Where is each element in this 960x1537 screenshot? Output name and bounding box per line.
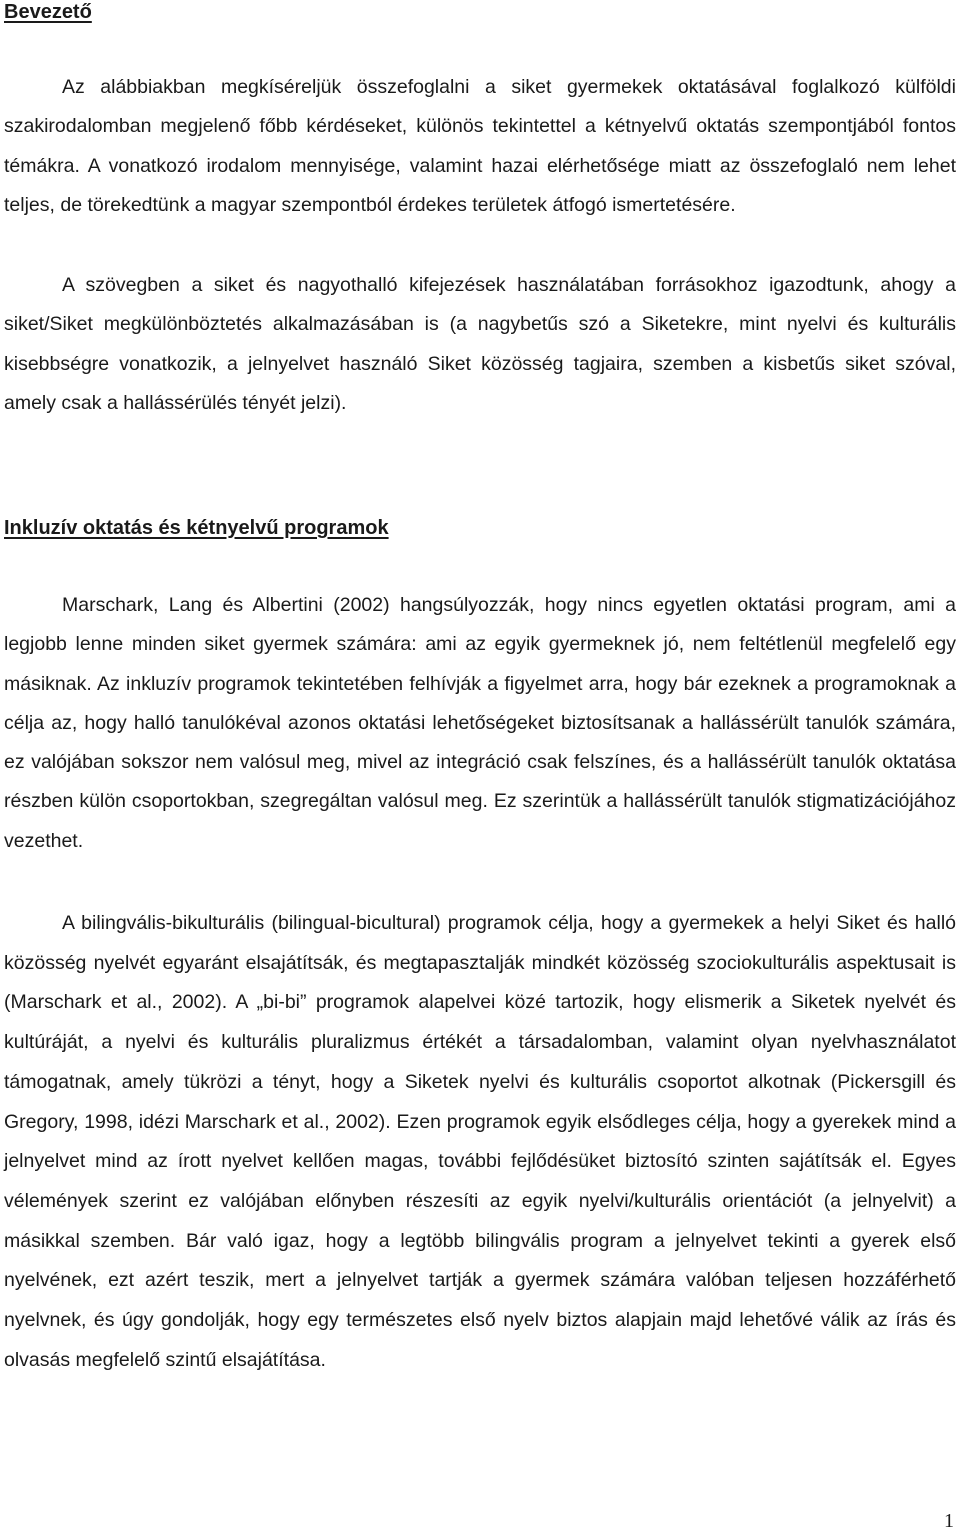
paragraph: A szövegben a siket és nagyothalló kifejezések használatában forrásokhoz igazodtunk, ahogy a siket/Siket megkülönböztetés alkalmazásában is (a nagybetűs szó a Siketekre, mint nyelvi és kulturális kisebbségre vonatkozik, a jelnyelvet használó Siket közösség tagjaira, szemben a kisbetűs siket szóval, amely csak a hallássérülés tényét jelzi). (4, 274, 956, 414)
page-number: 1 (944, 1510, 954, 1532)
paragraph: Marschark, Lang és Albertini (2002) hangsúlyozzák, hogy nincs egyetlen oktatási program, ami a legjobb lenne minden siket gyermek számára: ami az egyik gyermeknek jó, nem feltétlenül megfelelő egy másiknak. Az inkluzív programok tekintetében felhívják a figyelmet arra, hogy bár ezeknek a programoknak a célja az, hogy halló tanulókéval azonos oktatási lehetőségeket biztosítsanak a hallássérült tanulók számára, ez valójában sokszor nem valósul meg, mivel az integráció csak felszínes, és a hallássérült tanulók oktatása részben külön csoportokban, szegregáltan valósul meg. Ez szerintük a hallássérült tanulók stigmatizációjához vezethet. (4, 594, 956, 852)
section-heading-introduction: Bevezető (4, 1, 92, 23)
paragraph: Az alábbiakban megkíséreljük összefoglalni a siket gyermekek oktatásával foglalkozó külföldi szakirodalomban megjelenő főbb kérdéseket, különös tekintettel a kétnyelvű oktatás szempontjából fontos témákra. A vonatkozó irodalom mennyisége, valamint hazai elérhetősége miatt az összefoglaló nem lehet teljes, de törekedtünk a magyar szempontból érdekes területek átfogó ismertetésére. (4, 76, 956, 216)
section-heading-inclusive-education: Inkluzív oktatás és kétnyelvű programok (4, 517, 389, 539)
paragraph: A bilingvális-bikulturális (bilingual-bicultural) programok célja, hogy a gyermekek a helyi Siket és halló közösség nyelvét egyaránt elsajátítsák, és megtapasztalják mindkét közösség szociokulturális aspektusait is (Marschark et al., 2002). A „bi-bi” programok alapelvei közé tartozik, hogy elismerik a Siketek nyelvét és kultúráját, a nyelvi és kulturális pluralizmus értékét a társadalomban, valamint olyan nyelvhasználatot támogatnak, amely tükrözi a tényt, hogy a Siketek nyelvi és kulturális csoportot alkotnak (Pickersgill és Gregory, 1998, idézi Marschark et al., 2002). Ezen programok egyik elsődleges célja, hogy a gyerekek mind a jelnyelvet mind az írott nyelvet kellően magas, további fejlődésüket biztosító szinten sajátítsák el. Egyes vélemények szerint ez valójában előnyben részesíti az egyik nyelvi/kulturális orientációt (a jelnyelvit) a másikkal szemben. Bár való igaz, hogy a legtöbb bilingvális program a jelnyelvet tekinti a gyerek első nyelvének, ezt azért teszik, mert a jelnyelvet tartják a gyermek számára valóban teljesen hozzáférhető nyelvnek, és úgy gondolják, hogy egy természetes első nyelv biztos alapjain majd lehetővé válik az írás és olvasás megfelelő szintű elsajátítása. (4, 912, 956, 1371)
